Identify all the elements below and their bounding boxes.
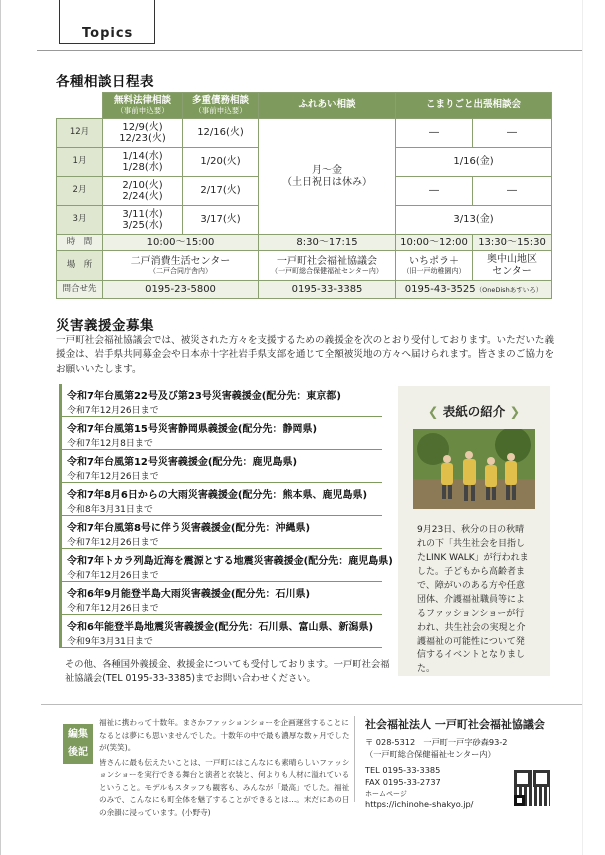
editor-badge: 編集 後記 (63, 724, 93, 764)
cover-intro-box (398, 386, 550, 676)
donation-item: 令和7年台風第8号に伴う災害義援金(配分先：沖縄県) 令和7年12月26日まで (59, 516, 382, 549)
contact-row (57, 281, 552, 299)
donation-list (59, 384, 393, 648)
cover-caption: 9月23日、秋分の日の秋晴れの下「共生社会を目指したLINK WALK」が行われました。子どもから高齢者まで、障がいのある方や任意団体、介護福祉職員等によるファッションショーが行われ、共生社会の実現と介護福祉の可能性について発信するイベントとなりました。 (417, 525, 529, 675)
cover-photo-illustration (413, 429, 535, 509)
editor-note (65, 717, 351, 819)
header-debt: 多重債務相談 （事前申込要） (183, 93, 259, 119)
place-komari-1: いちポラ＋ （旧一戸幼稚園内） (396, 251, 473, 281)
editor-paragraph-1: 福祉に携わって十数年。まさかファッションショーを企画運営することになるとは夢にも思いませんでした。十数年の中で最も濃厚な数ヶ月でしたが(笑笑)。 (99, 718, 350, 753)
time-legal: 10:00～15:00 (103, 235, 259, 251)
donation-intro: 一戸町社会福祉協議会では、被災された方々を支援するための義援金を次のとおり受付しております。いただいた義援金は、岩手県共同募金会や日本赤十字社岩手県支部を通じて全額被災地の方々へ届けられます。皆さまのご協力をお願いいたします。 (56, 335, 555, 375)
debt-date: 3/17(火) (183, 206, 259, 235)
donation-item: 令和7年台風第15号災害静岡県義援金(配分先：静岡県) 令和7年12月8日まで (59, 417, 382, 450)
time-fureai: 8:30～17:15 (259, 235, 396, 251)
topics-divider (37, 50, 582, 51)
month-cell: 12月 (57, 119, 103, 148)
legal-dates: 1/14(水) 1/28(水) (103, 148, 183, 177)
komari-2: ― (473, 119, 552, 148)
fureai-days: 月～金 （土日祝日は休み） (259, 119, 396, 235)
place-fureai: 一戸町社会福祉協議会 （一戸町総合保健福祉センター内） (259, 251, 396, 281)
debt-date: 12/16(火) (183, 119, 259, 148)
qr-code-corner (514, 795, 525, 806)
org-address: 〒 028-5312 一戸町一戸字砂森93-2 (365, 736, 508, 747)
contact-fureai: 0195-33-3385 (259, 281, 396, 299)
org-hp-label: ホームページ (365, 789, 407, 798)
komari-merged: 3/13(金) (396, 206, 552, 235)
contact-label: 問合せ先 (57, 281, 103, 299)
topics-label: Topics (82, 26, 134, 41)
cover-title: ❮ 表紙の紹介 ❯ (427, 404, 521, 419)
debt-date: 1/20(火) (183, 148, 259, 177)
legal-dates: 3/11(水) 3/25(水) (103, 206, 183, 235)
place-komari-2: 奥中山地区 センター (473, 251, 552, 281)
contact-komari: 0195-43-3525（OneDishあすいろ） (396, 281, 552, 299)
org-name: 社会福祉法人 一戸町社会福祉協議会 (365, 718, 545, 731)
donation-item: 令和6年9月能登半島大雨災害義援金(配分先：石川県) 令和7年12月26日まで (59, 582, 382, 615)
donation-item: 令和7年台風第22号及び第23号災害義援金(配分先：東京都) 令和7年12月26日まで (59, 384, 382, 417)
debt-date: 2/17(火) (183, 177, 259, 206)
contact-legal: 0195-23-5800 (103, 281, 259, 299)
month-cell: 3月 (57, 206, 103, 235)
donation-item: 令和7年8月6日からの大雨災害義援金(配分先：熊本県、鹿児島県) 令和8年3月31日まで (59, 483, 382, 516)
time-komari-2: 13:30～15:30 (473, 235, 552, 251)
komari-1: ― (396, 119, 473, 148)
schedule-header-row (57, 93, 552, 119)
time-label: 時 間 (57, 235, 103, 251)
place-row (57, 251, 552, 281)
komari-merged: 1/16(金) (396, 148, 552, 177)
chevron-left-icon: ❮ (427, 404, 439, 419)
month-cell: 1月 (57, 148, 103, 177)
donation-item: 令和7年トカラ列島近海を震源とする地震災害義援金(配分先：鹿児島県) 令和7年12月26日まで (59, 549, 382, 582)
donation-item: 令和6年能登半島地震災害義援金(配分先：石川県、富山県、新潟県) 令和9年3月31日まで (59, 615, 382, 648)
header-fureai: ふれあい相談 (259, 93, 396, 119)
place-label: 場 所 (57, 251, 103, 281)
donation-item: 令和7年台風第12号災害義援金(配分先：鹿児島県) 令和7年12月26日まで (59, 450, 382, 483)
schedule-table (56, 92, 552, 299)
page-edge-line (582, 0, 583, 855)
chevron-right-icon: ❯ (509, 404, 521, 419)
month-cell: 2月 (57, 177, 103, 206)
legal-dates: 12/9(火) 12/23(火) (103, 119, 183, 148)
org-address-note: （一戸町総合保健福祉センター内） (365, 748, 496, 759)
footer-divider (41, 704, 582, 705)
header-blank (57, 93, 103, 119)
header-komari: こまりごと出張相談会 (396, 93, 552, 119)
time-row (57, 235, 552, 251)
place-legal: 二戸消費生活センター （二戸合同庁舎内） (103, 251, 259, 281)
schedule-row (57, 119, 552, 148)
org-tel: TEL 0195-33-3385 (365, 764, 441, 775)
time-komari-1: 10:00～12:00 (396, 235, 473, 251)
schedule-title: 各種相談日程表 (56, 74, 154, 90)
org-url[interactable]: https://ichinohe-shakyo.jp/ (365, 798, 474, 809)
org-fax: FAX 0195-33-2737 (365, 776, 441, 787)
footer-separator (354, 716, 355, 802)
komari-2: ― (473, 177, 552, 206)
donation-footnote: その他、各種国外義援金、救援金についても受付しております。一戸町社会福祉協議会(TEL 0195-33-3385)までお問い合わせください。 (65, 659, 390, 684)
donation-title: 災害義援金募集 (56, 318, 154, 334)
editor-paragraph-2: 皆さんに最も伝えたいことは、一戸町にはこんなにも素晴らしいファッションショーを実行できる舞台と演者と衣装と、何よりも人材に溢れているということ。モデルもスタッフも観客も、みんなが「最高」でした。福祉のみで、こんなにも町全体を魅了することができるとは…。末だにあの日の余韻に浸っています。(小野寺) (99, 757, 350, 817)
legal-dates: 2/10(火) 2/24(火) (103, 177, 183, 206)
komari-1: ― (396, 177, 473, 206)
cover-photo (413, 429, 535, 509)
topics-tab (59, 0, 155, 44)
header-legal: 無料法律相談 （事前申込要） (103, 93, 183, 119)
